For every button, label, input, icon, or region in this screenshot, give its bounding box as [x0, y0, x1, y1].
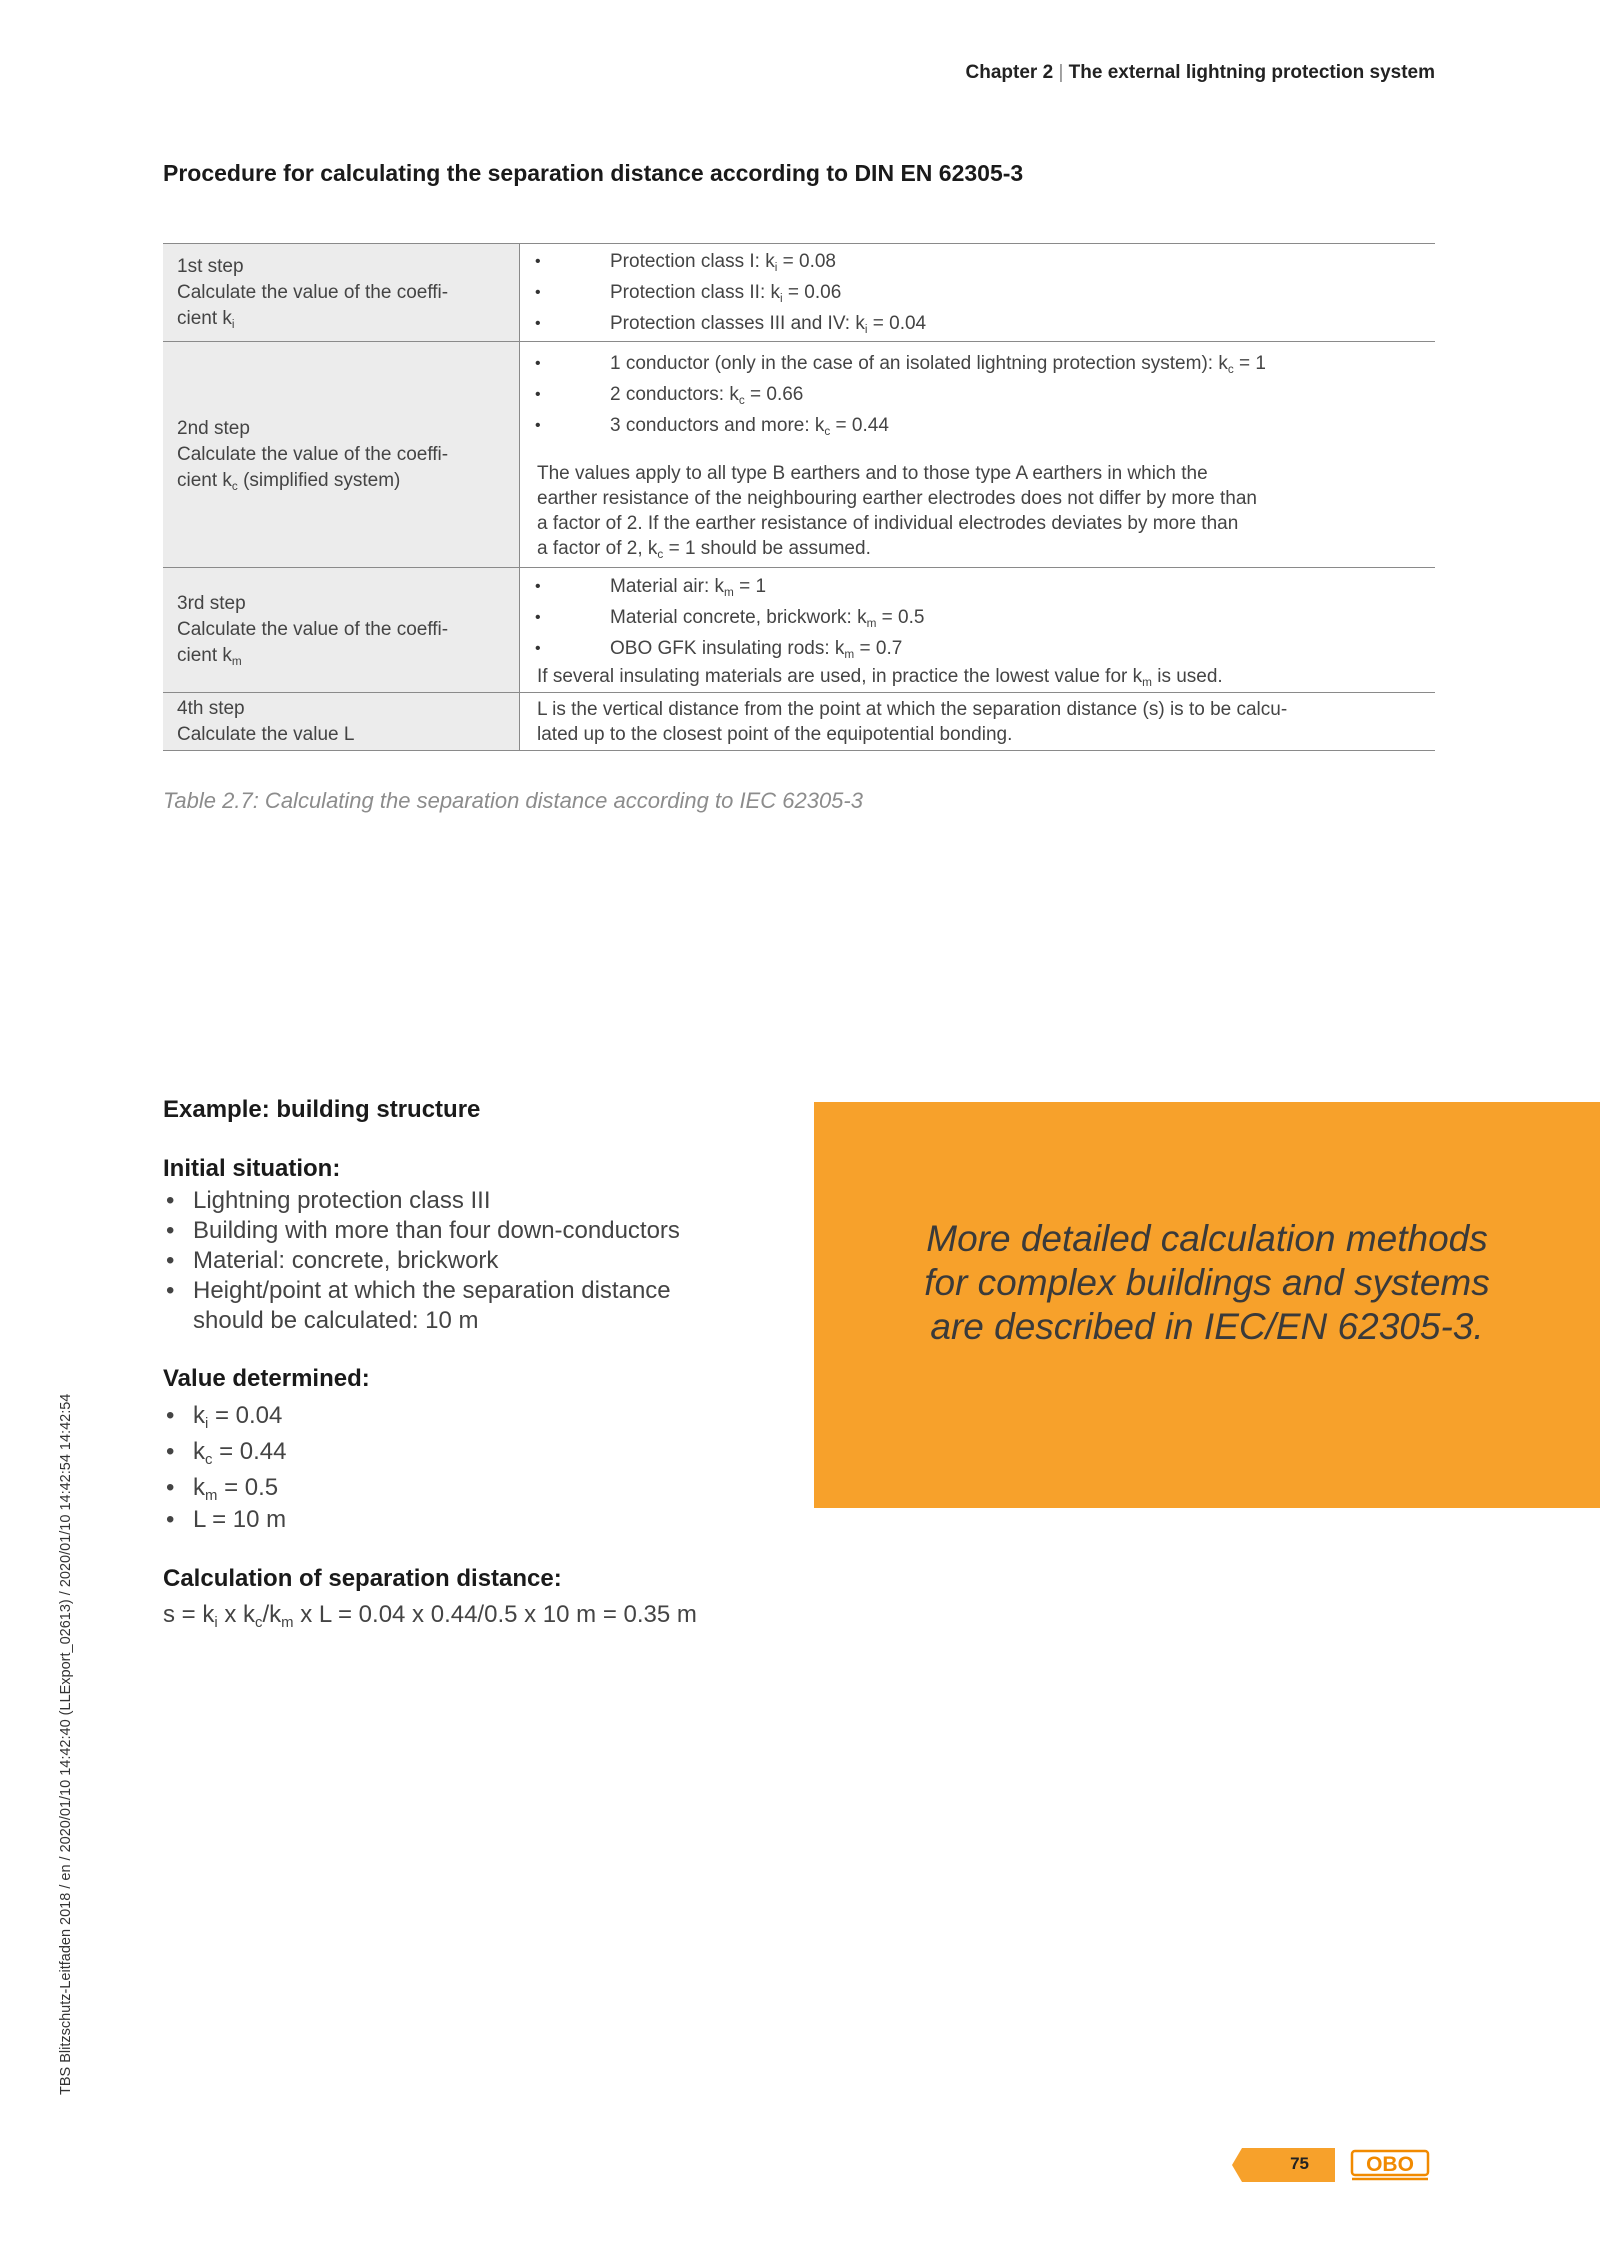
step1-desc: Calculate the value of the coeffi-	[177, 281, 449, 303]
list-item: • Lightning protection class III	[163, 1186, 680, 1216]
step4-desc: Calculate the value L	[177, 723, 355, 745]
step2-bullet-text	[610, 382, 803, 407]
list-item	[163, 1506, 287, 1534]
step4-label: 4th step	[177, 697, 245, 719]
chapter-section: The external lightning protection system	[1068, 62, 1435, 83]
text: k	[193, 1474, 205, 1501]
bullet-dot: •	[535, 253, 541, 270]
obo-logo-text: OBO	[1366, 2153, 1414, 2176]
text: a factor of 2, k	[537, 538, 658, 559]
step2-coef	[177, 468, 519, 494]
text: /k	[262, 1601, 282, 1628]
table-row-step2	[163, 342, 1435, 568]
bullet-dot: •	[535, 417, 541, 434]
step2-bullet	[520, 379, 1435, 410]
chapter-separator: |	[1058, 62, 1064, 83]
callout-line: for complex buildings and systems	[924, 1262, 1490, 1303]
step1-coef-sub: i	[231, 317, 235, 331]
step1-bullet-text	[610, 249, 836, 274]
step1-bullet-text	[610, 280, 841, 305]
step2-coef-text: cient k	[177, 469, 232, 491]
step3-detail	[520, 568, 1436, 693]
text: Protection class I: k	[610, 251, 775, 272]
text: Protection classes III and IV: k	[610, 313, 865, 334]
text: OBO GFK insulating rods: k	[610, 638, 845, 659]
sub: i	[864, 323, 868, 337]
chapter-label: Chapter 2	[965, 62, 1054, 83]
text: Material concrete, brickwork: k	[610, 607, 867, 628]
sub: m	[866, 617, 877, 631]
step3-bullet	[520, 602, 1435, 633]
step3-bullet-text	[610, 574, 766, 599]
example-title: Example: building structure	[163, 1096, 481, 1123]
step2-cell	[163, 342, 520, 568]
list-item	[163, 1470, 287, 1506]
sub: i	[780, 292, 783, 306]
text: Protection class II: k	[610, 282, 781, 303]
text: = 1 should be assumed.	[663, 538, 871, 559]
sub: c	[1227, 363, 1234, 377]
text: Material air: k	[610, 576, 725, 597]
procedure-title: Procedure for calculating the separation distance according to DIN EN 62305-3	[163, 160, 1024, 186]
text: k	[193, 1402, 205, 1429]
step2-desc: Calculate the value of the coeffi-	[177, 443, 449, 465]
bullet-dot: •	[535, 284, 541, 301]
initial-situation-list	[163, 1186, 680, 1306]
step4-text	[520, 697, 1435, 747]
step2-bullet	[520, 410, 1435, 441]
text: is used.	[1151, 666, 1223, 687]
side-imprint: TBS Blitzschutz-Leitfaden 2018 / en / 2020/01/10 14:42:40 (LLExport_02613) / 2020/01/10 14:42:54 14:42:54	[58, 1393, 74, 2095]
sub: c	[657, 548, 664, 562]
table-caption: Table 2.7: Calculating the separation distance according to IEC 62305-3	[163, 788, 863, 813]
text: = 0.08	[777, 251, 836, 272]
step1-bullet	[520, 277, 1435, 308]
step1-bullet	[520, 308, 1435, 339]
value-determined-title: Value determined:	[163, 1365, 370, 1392]
note-line	[537, 536, 1435, 561]
step3-bullet	[520, 571, 1435, 602]
step1-bullet	[520, 246, 1435, 277]
step3-desc: Calculate the value of the coeffi-	[177, 619, 449, 640]
bullet-dot: •	[535, 386, 541, 403]
obo-logo-mark	[1350, 2148, 1430, 2182]
sub: m	[844, 648, 855, 662]
sub: c	[738, 394, 745, 408]
bullet-dot: •	[535, 609, 541, 626]
value-list	[163, 1398, 287, 1534]
step4-cell	[163, 693, 520, 751]
text: L = 10 m	[193, 1506, 287, 1533]
chapter-header	[966, 62, 1435, 84]
step3-coef	[177, 643, 519, 669]
step3-bullet-text	[610, 636, 902, 661]
list-item	[163, 1434, 287, 1470]
step1-cell	[163, 244, 520, 342]
text: = 0.5	[876, 607, 925, 628]
bullet-dot: •	[535, 355, 541, 372]
sub: m	[205, 1488, 218, 1505]
text-line: lated up to the closest point of the equipotential bonding.	[537, 723, 1013, 745]
step2-bullet-text	[610, 413, 889, 438]
sub: c	[205, 1452, 213, 1469]
step4-detail	[520, 693, 1436, 751]
step3-coef-text: cient k	[177, 645, 232, 666]
step3-cell	[163, 568, 520, 693]
page-number: 75	[1290, 2154, 1309, 2173]
page-number-tab	[1232, 2148, 1335, 2182]
text: k	[193, 1438, 205, 1465]
step1-bullet-text	[610, 311, 926, 336]
bullet-dot: •	[535, 578, 541, 595]
text: = 1	[1233, 353, 1266, 374]
text: = 0.66	[744, 384, 804, 405]
sub: c	[255, 1615, 263, 1632]
step3-note	[520, 664, 1435, 689]
callout-line: are described in IEC/EN 62305-3.	[930, 1306, 1484, 1347]
list-item: • Material: concrete, brickwork	[163, 1246, 680, 1276]
step1-label: 1st step	[177, 255, 244, 277]
text: = 0.06	[782, 282, 842, 303]
text: If several insulating materials are used, in practice the lowest value for k	[537, 666, 1143, 687]
step2-label: 2nd step	[177, 417, 250, 439]
table-row-step1	[163, 244, 1435, 342]
table-row-step3	[163, 568, 1435, 693]
step3-bullet	[520, 633, 1435, 664]
text: x k	[217, 1601, 256, 1628]
callout-line: More detailed calculation methods	[926, 1218, 1488, 1259]
text-line: L is the vertical distance from the point at which the separation distance (s) is to be calcu-	[537, 698, 1288, 720]
step2-coef-suffix: (simplified system)	[237, 469, 401, 491]
list-item-continuation: should be calculated: 10 m	[193, 1307, 479, 1334]
step2-bullet-text	[610, 351, 1266, 376]
step3-bullet-text	[610, 605, 924, 630]
text: 3 conductors and more: k	[610, 415, 825, 436]
step2-coef-sub: c	[231, 479, 238, 493]
text: = 1	[733, 576, 767, 597]
text: 1 conductor (only in the case of an isolated lightning protection system): k	[610, 353, 1228, 374]
step2-note	[520, 461, 1435, 561]
list-item	[163, 1398, 287, 1434]
page-tab-shape	[1232, 2148, 1335, 2182]
step1-coef	[177, 306, 519, 332]
sub: m	[281, 1615, 294, 1632]
sub: i	[205, 1416, 209, 1433]
calculation-table	[163, 243, 1435, 751]
calculation-formula	[163, 1601, 697, 1632]
spacer	[520, 441, 1435, 461]
text: = 0.44	[830, 415, 889, 436]
step2-bullet	[520, 348, 1435, 379]
note-line: The values apply to all type B earthers and to those type A earthers in which the	[537, 463, 1208, 484]
bullet-dot: •	[535, 640, 541, 657]
step1-detail	[520, 244, 1436, 342]
text: = 0.04	[867, 313, 927, 334]
bullet-dot: •	[535, 315, 541, 332]
sub: m	[1142, 676, 1152, 690]
table-row-step4	[163, 693, 1435, 751]
text: = 0.5	[217, 1474, 279, 1501]
sub: i	[214, 1615, 218, 1632]
sub: m	[724, 586, 734, 600]
step1-coef-text: cient k	[177, 307, 232, 329]
callout-box	[814, 1102, 1600, 1508]
calculation-title: Calculation of separation distance:	[163, 1565, 562, 1592]
obo-logo	[1350, 2148, 1430, 2182]
callout-text	[814, 1217, 1600, 1349]
sub: i	[774, 261, 778, 275]
text: = 0.04	[208, 1402, 283, 1429]
step2-detail	[520, 342, 1436, 568]
text: x L = 0.04 x 0.44/0.5 x 10 m = 0.35 m	[293, 1601, 697, 1628]
note-line: earther resistance of the neighbouring earther electrodes does not differ by more than	[537, 488, 1257, 509]
step3-coef-sub: m	[231, 655, 242, 669]
sub: c	[824, 425, 831, 439]
list-item: • Building with more than four down-conductors	[163, 1216, 680, 1246]
text: = 0.44	[212, 1438, 287, 1465]
text: s = k	[163, 1601, 215, 1628]
note-line: a factor of 2. If the earther resistance of individual electrodes deviates by more than	[537, 513, 1239, 534]
initial-situation-title: Initial situation:	[163, 1155, 341, 1182]
step3-label: 3rd step	[177, 593, 246, 614]
list-item: • Height/point at which the separation distance	[163, 1276, 680, 1306]
text: 2 conductors: k	[610, 384, 739, 405]
text: = 0.7	[854, 638, 903, 659]
